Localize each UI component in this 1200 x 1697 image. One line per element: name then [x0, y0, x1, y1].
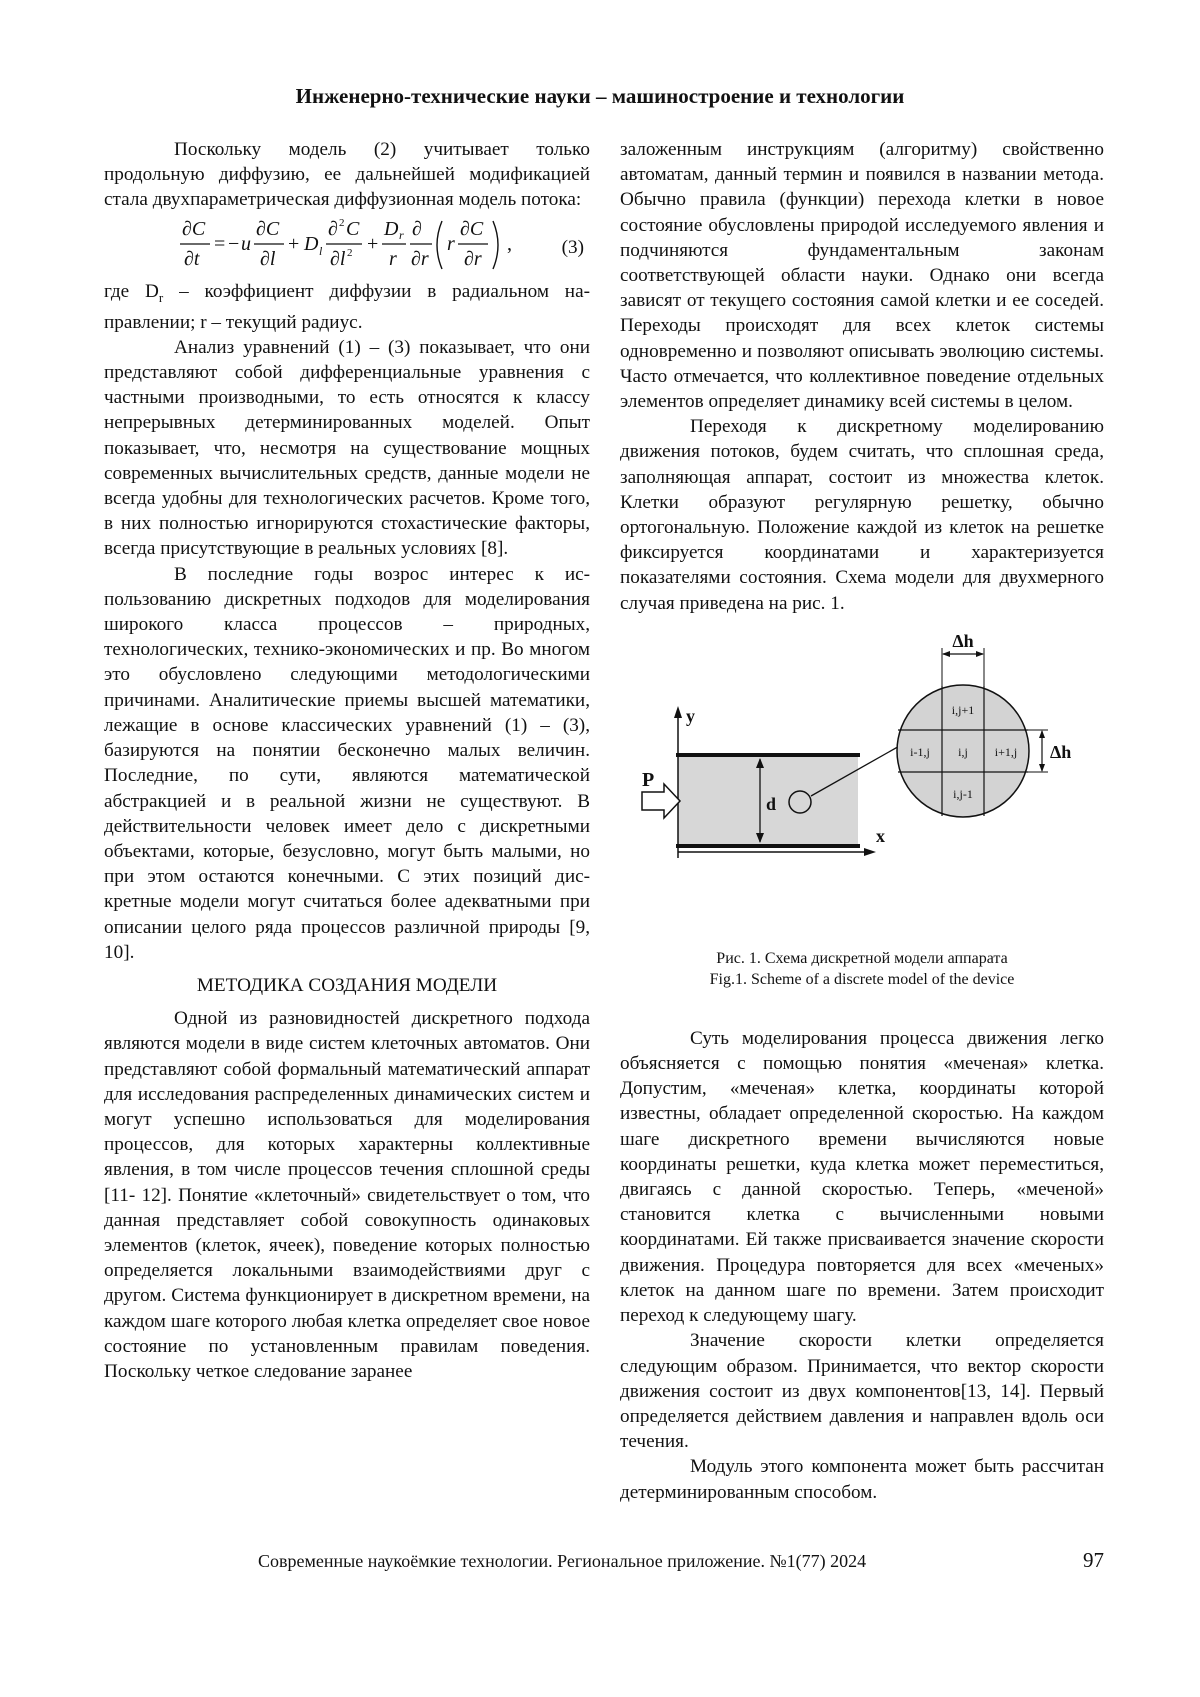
paragraph: Переходя к дискретному моделированию движения потоков, будем считать, что сплошная среда, заполняющая аппарат, состоит из множества клеток. Клетки образуют регулярную решетку, обычно ортогональную. Положение каждой из клеток на решетке фиксируется координатами и характеризуется показателями состояния. Схема модели для двухмерного случая приведена на рис. 1.: [620, 416, 1104, 614]
svg-text:r: r: [389, 247, 397, 270]
diffusion-equation-formula: [174, 215, 534, 277]
x-axis-label: x: [876, 825, 885, 846]
right-column: [620, 137, 1104, 1505]
y-arrow-icon: [674, 706, 682, 718]
svg-text:∂l: ∂l: [330, 247, 346, 270]
figure-caption: [620, 948, 1104, 990]
paragraph: Поскольку модель (2) учитывает только продольную диффузию, ее дальнейшей модификацией стала двухпараметрическая диффузионная модель потока:: [104, 139, 590, 211]
svg-text:+: +: [367, 232, 379, 255]
svg-text:∂r: ∂r: [411, 247, 429, 270]
cell-label-center: i,j: [958, 744, 968, 759]
page-number: 97: [1083, 1548, 1104, 1572]
paragraph: Анализ уравнений (1) – (3) показывает, что они представляют собой дифференциальные уравнения с частными производными, то есть относятся к классу непрерывных детерминированных моделей. Опыт показывает, что, несмотря на существование мощных современных вычислительных средств, данные модели не всегда удобны для технологических расчетов. Кроме того, в них полностью игнорируются стохастические факторы, всегда присутствующие в реальных условиях [8].: [104, 336, 590, 560]
svg-text:,: ,: [507, 232, 512, 255]
text-fragment: – коэффициент диффузии в радиальном направлении; r – текущий радиус.: [104, 280, 590, 333]
subscript: r: [158, 289, 164, 305]
svg-text:2: 2: [347, 246, 353, 259]
left-column: [104, 137, 590, 1384]
svg-text:∂r: ∂r: [464, 247, 482, 270]
svg-text:C: C: [346, 217, 360, 240]
paragraph: Значение скорости клетки определяется следующим образом. Принимается, что вектор скорости движения состоит из двух компонентов[13, 14]. Первый определяется действием давления и направлен вдоль оси течения.: [620, 1330, 1104, 1453]
paragraph: Модуль этого компонента может быть рассчитан детерминированным способом.: [620, 1456, 1104, 1503]
svg-text:r: r: [447, 232, 455, 255]
cell-label-top: i,j+1: [951, 702, 975, 717]
y-axis-label: y: [686, 705, 695, 726]
cell-label-right: i+1,j: [994, 744, 1018, 759]
pressure-label: P: [642, 768, 655, 791]
caption-ru: Рис. 1. Схема дискретной модели аппарата: [716, 949, 1008, 967]
paragraph: Одной из разновидностей дискретного подхода являются модели в виде систем клеточных автоматов. Они представляют собой формальный математический аппарат для исследования распределенных динамических систем и могут успешно использоваться для моделирования процессов, для которых характерны коллективные явления, в том числе процессов течения сплошной среды [11- 12]. Понятие «клеточный» свидетельствует о том, что данная представляет собой совокупность одинаковых элементов (клеток, ячеек), поведение которых полностью определяется локальными взаимодействиями друг с другом. Система функционирует в дискретном времени, на каждом шаге которого любая клетка определяет свое новое состояние по установленным правилам поведения. Поскольку четкое следование заранее: [104, 1008, 590, 1382]
svg-text:2: 2: [339, 216, 345, 229]
equation-number: (3): [561, 236, 584, 258]
section-heading: МЕТОДИКА СОЗДАНИЯ МОДЕЛИ: [196, 974, 498, 996]
cell-label-left: i-1,j: [910, 744, 930, 759]
text-fragment: где D: [104, 280, 159, 302]
paragraph: заложенным инструкциям (алгоритму) свойственно автоматам, данный термин и появился в названии метода. Обычно правила (функции) перехода клетки в новое состояние обусловлены природой исследуемого явления и подчиняются фундаментальным законам соответствующей области науки. Однако они всегда зависят от текущего состояния самой клетки и ее соседей. Переходы происходят для всех клеток системы одновременно и позволяют описывать эволюцию системы. Часто отмечается, что коллективное поведение отдельных элементов определяет динамику всей системы в целом.: [620, 139, 1104, 413]
paragraph: Суть моделирования процесса движения легко объясняется с помощью понятия «меченая» клетка. Допустим, «меченая» клетка, координаты которой известны, обладает определенной скоростью. На каждом шаге дискретного времени вычисляются новые координаты решетки, куда клетка может переместиться, двигаясь с данной скоростью. Теперь, «меченой» становится клетка с вычисленными новыми координатами. Ей также присваивается значение скорости движения. Процедура повторяется для всех «меченых» клеток на данном шаге по времени. Затем происходит переход к следующему шагу.: [620, 1027, 1104, 1327]
discrete-model-diagram: [620, 630, 1104, 948]
svg-text:∂t: ∂t: [184, 247, 200, 270]
svg-text:∂: ∂: [328, 217, 338, 240]
svg-text:∂C: ∂C: [256, 217, 280, 240]
svg-text:∂C: ∂C: [182, 217, 206, 240]
svg-text:+: +: [288, 232, 300, 255]
cell-label-bottom: i,j-1: [953, 786, 973, 801]
caption-en: Fig.1. Scheme of a discrete model of the device: [709, 970, 1015, 988]
svg-text:∂: ∂: [412, 217, 422, 240]
figure-1: [620, 630, 1104, 948]
x-arrow-icon: [864, 848, 876, 856]
delta-h-right-label: Δh: [1050, 741, 1072, 762]
paragraph: [104, 279, 590, 335]
svg-text:u: u: [241, 232, 251, 255]
equation-3: [104, 213, 590, 279]
svg-text:D: D: [384, 217, 399, 240]
running-header: Инженерно-технические науки – машиностроение и технологии: [295, 84, 905, 108]
paragraph: В последние годы возрос интерес к использованию дискретных подходов для моделирования широкого класса процессов – природных, технологических, технико-экономических и пр. Во многом это обусловлено следующими методологическими причинами. Аналитические приемы высшей математики, лежащие в основе классических уравнений (1) – (3), базируются на понятии бесконечно малых величин. Последние, по сути, являются математической абстракцией и в реальной жизни не существуют. В действительности человек имеет дело с дискретными объектами, которые, безусловно, могут быть малыми, но при этом остаются конечными. С этих позиций дискретные модели могут считаться более адекватными при описании целого ряда процессов различной природы [9, 10].: [104, 563, 590, 963]
svg-text:∂l: ∂l: [260, 247, 276, 270]
d-label: d: [766, 793, 777, 814]
svg-text:−: −: [228, 232, 240, 255]
delta-h-top-label: Δh: [952, 630, 974, 651]
journal-title: Современные наукоёмкие технологии. Региональное приложение. №1(77) 2024: [258, 1551, 867, 1571]
svg-text:D: D: [304, 232, 319, 255]
svg-text:l: l: [319, 243, 323, 258]
svg-text:r: r: [399, 227, 404, 242]
svg-text:=: =: [214, 232, 226, 255]
svg-text:∂C: ∂C: [460, 217, 484, 240]
